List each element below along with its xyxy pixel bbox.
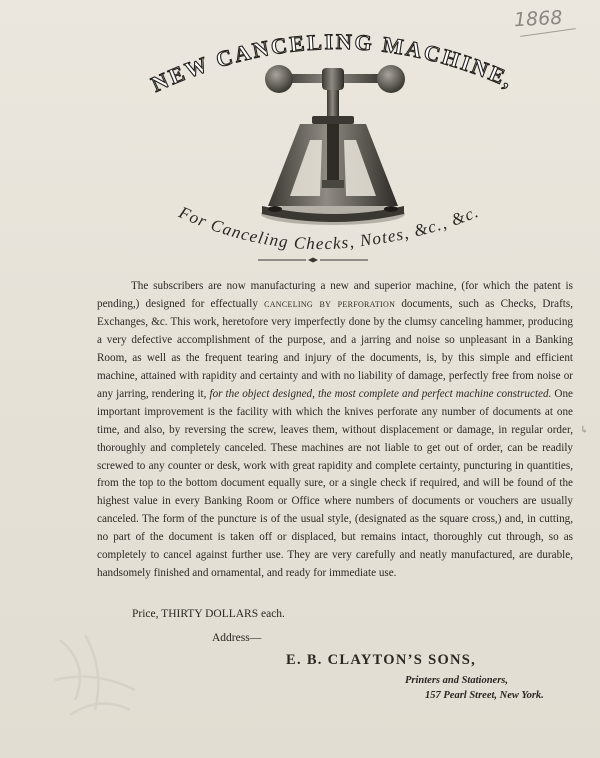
subtitle-text: For Canceling Checks, Notes, &c., &c. — [176, 201, 482, 254]
heading-art — [0, 0, 600, 270]
margin-pencil-mark: ↳ — [580, 425, 589, 436]
body-text-part-1: The subscribers are now manufacturing a new and superior machine, (for which the patent is pending,) designed for effectually — [97, 280, 573, 310]
pencil-year-annotation: 1868 — [513, 6, 563, 32]
company-name: E. B. CLAYTON’S SONS, — [286, 652, 477, 668]
price-line: Price, THIRTY DOLLARS each. — [132, 608, 285, 620]
body-text-italic: for the object designed, the most complete and perfect machine constructed. — [209, 387, 552, 400]
body-text-part-3: One important improvement is the facility with which the knives perforate any number of documents at one time, and also, by reversing the screw, leaves them, without displacement or damage, in regular order, thoroughly and completely canceled. These machines are not liable to get out of order, can be readily screwed to any counter or desk, work with great rapidity and complete certainty, puncturing in quantities, from the top to the bottom document equally sure, or a single check if required, and will be found of the highest value in every Banking Room or Office where numbers of documents or vouchers are usually canceled. The form of the puncture is of the usual style, (designated as the square cross,) and, in cutting, no part of the document is taken off or displaced, but remains intact, thoroughly cut through, so as completely to cancel against further use. They are very carefully and neatly manufactured, are durable, handsomely finished and ornamental, and ready for immediate use. — [97, 387, 573, 580]
body-paragraph — [97, 278, 573, 583]
title-text: NEW CANCELING MACHINE, — [147, 28, 519, 97]
address-label: Address— — [212, 632, 262, 644]
body-text-small-caps: canceling by perforation — [264, 297, 396, 310]
embossed-seal-icon — [40, 610, 150, 730]
company-address: 157 Pearl Street, New York. — [425, 690, 544, 701]
canceling-press-icon — [261, 65, 405, 225]
company-trade: Printers and Stationers, — [405, 675, 508, 686]
ornamental-divider — [258, 257, 368, 263]
body-text-part-2: documents, such as Checks, Drafts, Exchanges, &c. This work, heretofore very imperfectly done by the clumsy canceling hammer, producing a very defective accomplishment of the purpose, and a jarring and noise so unpleasant in a Banking Room, as well as the frequent tearing and injury of the documents, is, by this simple and efficient machine, attained with rapidity and certainty and with no liability of damage, perfectly free from noise or any jarring, rendering it, — [97, 297, 573, 400]
